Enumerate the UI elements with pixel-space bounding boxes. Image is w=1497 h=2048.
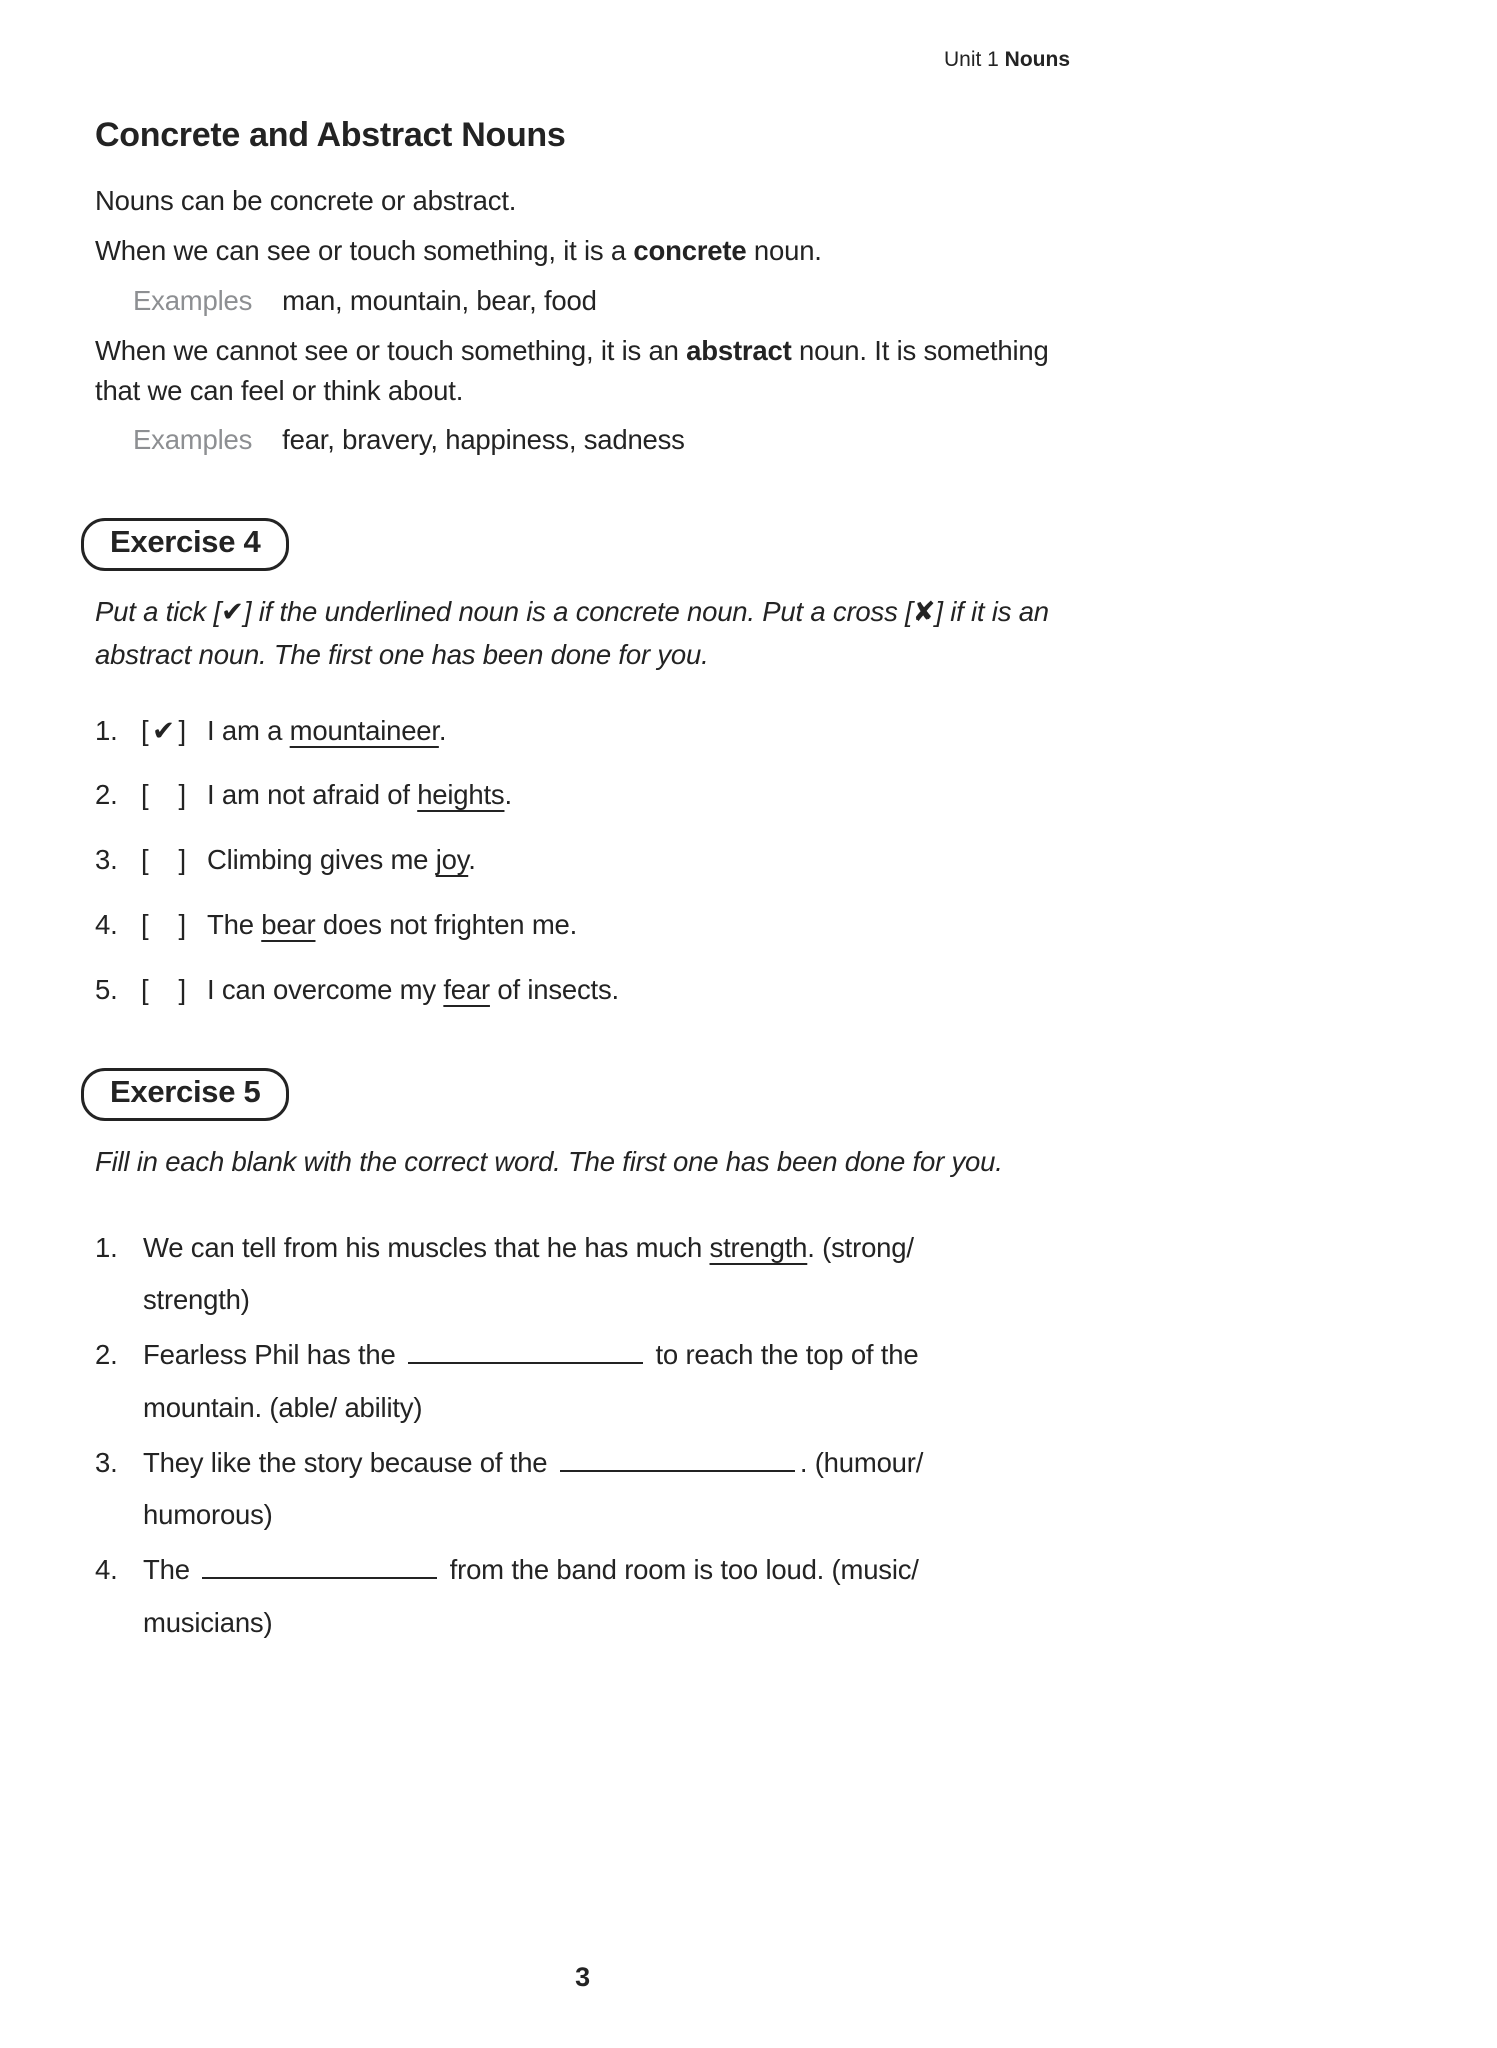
examples-row-1 bbox=[95, 281, 1070, 321]
bracket-close: ] bbox=[178, 844, 186, 876]
item-text bbox=[143, 1544, 1070, 1650]
text-segment: Fearless Phil has the bbox=[143, 1339, 404, 1371]
text-segment: I am a bbox=[207, 714, 290, 746]
answer-brackets bbox=[141, 840, 207, 880]
text-segment: of insects. bbox=[489, 974, 619, 1005]
underlined-noun: joy bbox=[435, 844, 469, 876]
text-segment: . (humour/ bbox=[799, 1446, 924, 1478]
item-number: 1. bbox=[95, 1231, 118, 1263]
section-label: Nouns bbox=[1004, 48, 1070, 71]
exercise-4-list bbox=[95, 711, 1070, 1010]
underlined-noun: mountaineer bbox=[289, 714, 439, 746]
item-number: 4. bbox=[95, 909, 118, 941]
bracket-close: ] bbox=[178, 779, 186, 811]
exercise5-item bbox=[95, 1544, 1070, 1650]
answer-brackets bbox=[141, 905, 207, 945]
text-segment: I can overcome my bbox=[207, 974, 444, 1005]
answer-brackets bbox=[141, 711, 207, 751]
item-text bbox=[143, 1222, 1070, 1328]
item-text-line2: mountain. (able/ ability) bbox=[143, 1391, 423, 1423]
page-number: 3 bbox=[575, 1962, 590, 1992]
exercise-4-badge: Exercise 4 bbox=[81, 518, 289, 571]
examples-label: Examples bbox=[133, 284, 253, 316]
answer-blank bbox=[202, 1551, 437, 1579]
text-segment: . bbox=[438, 714, 447, 746]
item-number: 3. bbox=[95, 1446, 118, 1478]
lesson-paragraph-2 bbox=[95, 231, 1070, 271]
examples-label: Examples bbox=[133, 424, 253, 456]
page-header bbox=[95, 48, 1070, 72]
exercise4-item bbox=[95, 970, 1070, 1010]
text-segment: When we cannot see or touch something, it is an bbox=[95, 334, 687, 366]
text-segment: from the band room is too loud. (music/ bbox=[442, 1554, 919, 1586]
text-segment: . (strong/ bbox=[807, 1231, 914, 1263]
underlined-noun: bear bbox=[261, 909, 316, 941]
lesson-paragraph-3 bbox=[95, 331, 1070, 411]
examples-text: man, mountain, bear, food bbox=[282, 284, 597, 316]
bracket-close: ] bbox=[178, 909, 186, 941]
filled-answer: strength bbox=[709, 1231, 808, 1263]
answer-blank bbox=[560, 1444, 795, 1472]
item-text bbox=[207, 840, 476, 880]
item-number: 2. bbox=[95, 1339, 118, 1371]
bracket-close: ] bbox=[178, 974, 186, 1005]
exercise-5-section bbox=[95, 1068, 1070, 1650]
item-text-line2: strength) bbox=[143, 1284, 250, 1316]
text-segment: When we can see or touch something, it is a bbox=[95, 234, 634, 266]
text-segment: noun. bbox=[746, 234, 822, 266]
exercise5-item bbox=[95, 1329, 1070, 1435]
bracket-open: [ bbox=[141, 714, 149, 746]
bracket-open: [ bbox=[141, 974, 149, 1005]
lesson-paragraph-1: Nouns can be concrete or abstract. bbox=[95, 185, 517, 216]
tick-mark: ✔ bbox=[152, 714, 175, 746]
text-segment: . bbox=[468, 844, 476, 876]
unit-label: Unit 1 bbox=[943, 48, 999, 71]
exercise4-item bbox=[95, 840, 1070, 880]
item-text-line2: humorous) bbox=[143, 1499, 273, 1531]
exercise-5-badge: Exercise 5 bbox=[81, 1068, 289, 1121]
item-text bbox=[207, 775, 512, 815]
bracket-close: ] bbox=[178, 714, 186, 746]
bracket-open: [ bbox=[141, 779, 149, 811]
text-segment: The bbox=[143, 1554, 198, 1586]
item-number: 1. bbox=[95, 714, 118, 746]
text-segment: to reach the top of the bbox=[648, 1339, 919, 1371]
text-segment: does not frighten me. bbox=[315, 909, 578, 941]
text-segment: We can tell from his muscles that he has much bbox=[143, 1231, 710, 1263]
bracket-open: [ bbox=[141, 844, 149, 876]
item-number: 4. bbox=[95, 1554, 118, 1586]
item-number: 5. bbox=[95, 974, 118, 1005]
item-number: 2. bbox=[95, 779, 118, 811]
answer-brackets bbox=[141, 775, 207, 815]
exercise-4-section bbox=[95, 518, 1070, 1010]
text-segment: noun. It is something that we can feel or think about. bbox=[95, 334, 1049, 406]
item-text bbox=[143, 1329, 1070, 1435]
item-text bbox=[207, 905, 577, 945]
exercise-5-instructions: Fill in each blank with the correct word. The first one has been done for you. bbox=[95, 1145, 1003, 1177]
text-segment: Climbing gives me bbox=[207, 844, 436, 876]
answer-blank bbox=[408, 1336, 643, 1364]
text-segment: I am not afraid of bbox=[207, 779, 418, 811]
page-title: Concrete and Abstract Nouns bbox=[95, 116, 566, 154]
text-segment: . bbox=[504, 779, 512, 811]
item-text-line2: musicians) bbox=[143, 1607, 273, 1639]
examples-text: fear, bravery, happiness, sadness bbox=[282, 424, 685, 456]
text-segment: They like the story because of the bbox=[143, 1446, 555, 1478]
bold-term-abstract: abstract bbox=[686, 334, 792, 366]
item-text bbox=[207, 970, 619, 1010]
item-text bbox=[207, 711, 446, 751]
item-number: 3. bbox=[95, 844, 118, 876]
exercise4-item bbox=[95, 775, 1070, 815]
answer-brackets bbox=[141, 970, 207, 1010]
bracket-open: [ bbox=[141, 909, 149, 941]
item-text bbox=[143, 1437, 1070, 1543]
exercise-5-list bbox=[95, 1222, 1070, 1650]
exercise5-item bbox=[95, 1437, 1070, 1543]
text-segment: The bbox=[207, 909, 262, 941]
exercise4-item bbox=[95, 711, 1070, 751]
exercise4-item bbox=[95, 905, 1070, 945]
underlined-noun: fear bbox=[443, 974, 490, 1005]
exercise5-item bbox=[95, 1222, 1070, 1328]
bold-term-concrete: concrete bbox=[633, 234, 747, 266]
workbook-page bbox=[95, 48, 1070, 1652]
underlined-noun: heights bbox=[417, 779, 505, 811]
examples-row-2 bbox=[95, 420, 1070, 460]
exercise-4-instructions: Put a tick [✔] if the underlined noun is a concrete noun. Put a cross [✘] if it is an abstract noun. The first one has been done for you. bbox=[95, 596, 1049, 670]
